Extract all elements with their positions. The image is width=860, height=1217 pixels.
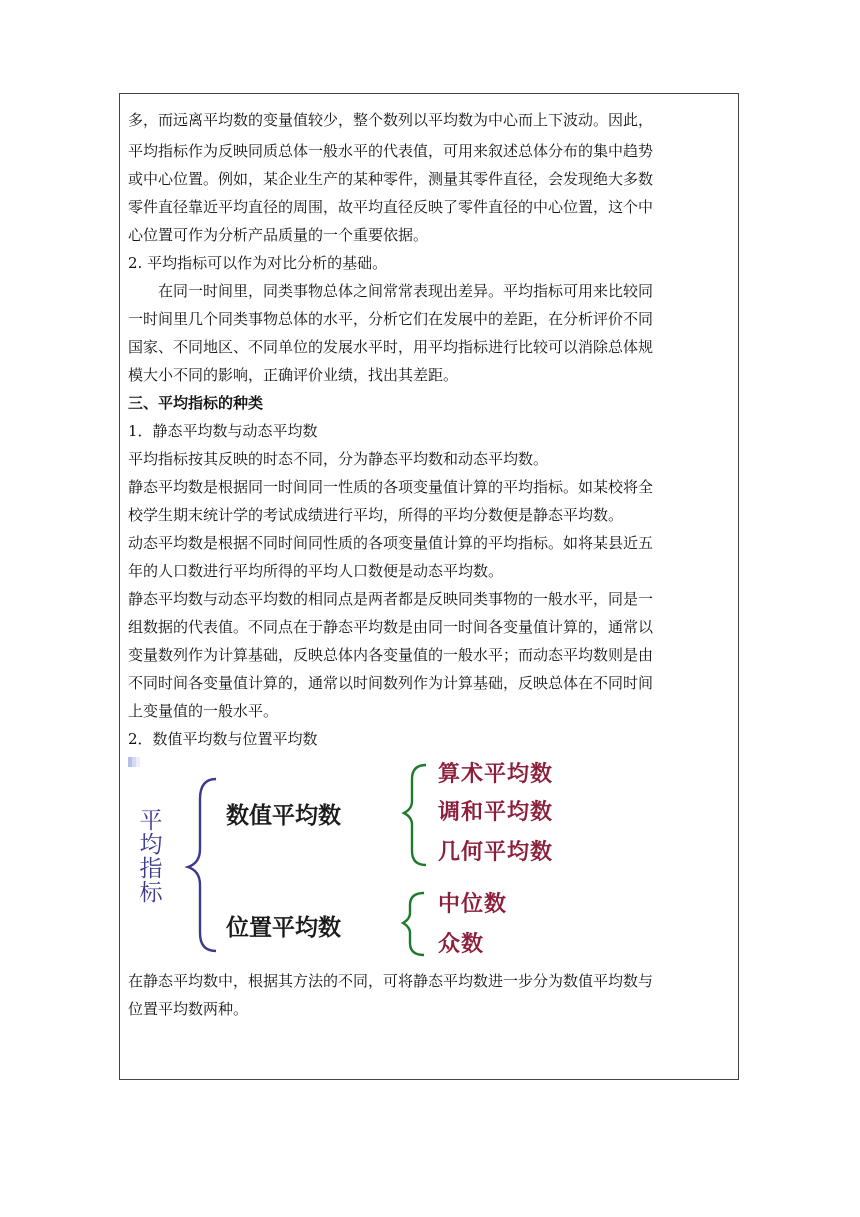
text-line: 上变量值的一般水平。 [128,702,279,720]
text-line: 模大小不同的影响，正确评价业绩，找出其差距。 [128,366,459,384]
text-line: 组数据的代表值。不同点在于静态平均数是由同一时间各变量值计算的，通常以 [128,618,654,636]
text-line: 动态平均数是根据不同时间同性质的各项变量值计算的平均指标。如将某县近五 [128,534,654,552]
text-line: 一时间里几个同类事物总体的水平，分析它们在发展中的差距，在分析评价不同 [128,310,654,328]
leaf-harmonic-mean: 调和平均数 [438,800,554,825]
text-line: 心位置可作为分析产品质量的一个重要依据。 [128,226,429,244]
brace-lines [128,757,736,961]
text-line: 在静态平均数中，根据其方法的不同，可将静态平均数进一步分为数值平均数与 [128,972,654,990]
document-body [128,103,736,1023]
text-line: 国家、不同地区、不同单位的发展水平时，用平均指标进行比较可以消除总体规 [128,338,654,356]
numbered-heading: 2．数值平均数与位置平均数 [128,730,318,748]
branch-position-average: 位置平均数 [226,915,341,941]
leaf-geometric-mean: 几何平均数 [438,840,554,865]
text-line: 平均指标按其反映的时态不同，分为静态平均数和动态平均数。 [128,450,549,468]
section-heading: 三、平均指标的种类 [128,394,264,412]
text-line: 静态平均数与动态平均数的相同点是两者都是反映同类事物的一般水平，同是一 [128,590,654,608]
leaf-arithmetic-mean: 算术平均数 [438,762,554,787]
leaf-mode: 众数 [438,932,485,957]
text-line: 或中心位置。例如，某企业生产的某种零件，测量其零件直径，会发现绝大多数 [128,170,654,188]
branch-numeric-average: 数值平均数 [226,803,341,829]
text-line: 变量数列作为计算基础，反映总体内各变量值的一般水平；而动态平均数则是由 [128,646,654,664]
text-line: 静态平均数是根据同一时间同一性质的各项变量值计算的平均指标。如某校将全 [128,478,654,496]
text-line: 在同一时间里，同类事物总体之间常常表现出差异。平均指标可用来比较同 [158,282,654,300]
numbered-heading: 2. 平均指标可以作为对比分析的基础。 [128,254,388,272]
text-line: 校学生期末统计学的考试成绩进行平均，所得的平均分数便是静态平均数。 [128,506,624,524]
text-line: 零件直径靠近平均直径的周围，故平均直径反映了零件直径的中心位置，这个中 [128,198,654,216]
text-line: 多，而远离平均数的变量值较少，整个数列以平均数为中心而上下波动。因此， [128,111,654,129]
text-line: 不同时间各变量值计算的，通常以时间数列作为计算基础，反映总体在不同时间 [128,674,654,692]
numeric-brace [404,765,426,865]
text-line: 平均指标作为反映同质总体一般水平的代表值，可用来叙述总体分布的集中趋势 [128,142,654,160]
text-line: 位置平均数两种。 [128,1000,249,1018]
classification-diagram [128,757,736,961]
position-brace [403,893,424,955]
text-line: 年的人口数进行平均所得的平均人口数便是动态平均数。 [128,562,504,580]
numbered-heading: 1．静态平均数与动态平均数 [128,422,318,440]
root-label: 平 均 指 标 [139,808,163,906]
root-brace [188,779,216,951]
leaf-median: 中位数 [438,892,508,917]
